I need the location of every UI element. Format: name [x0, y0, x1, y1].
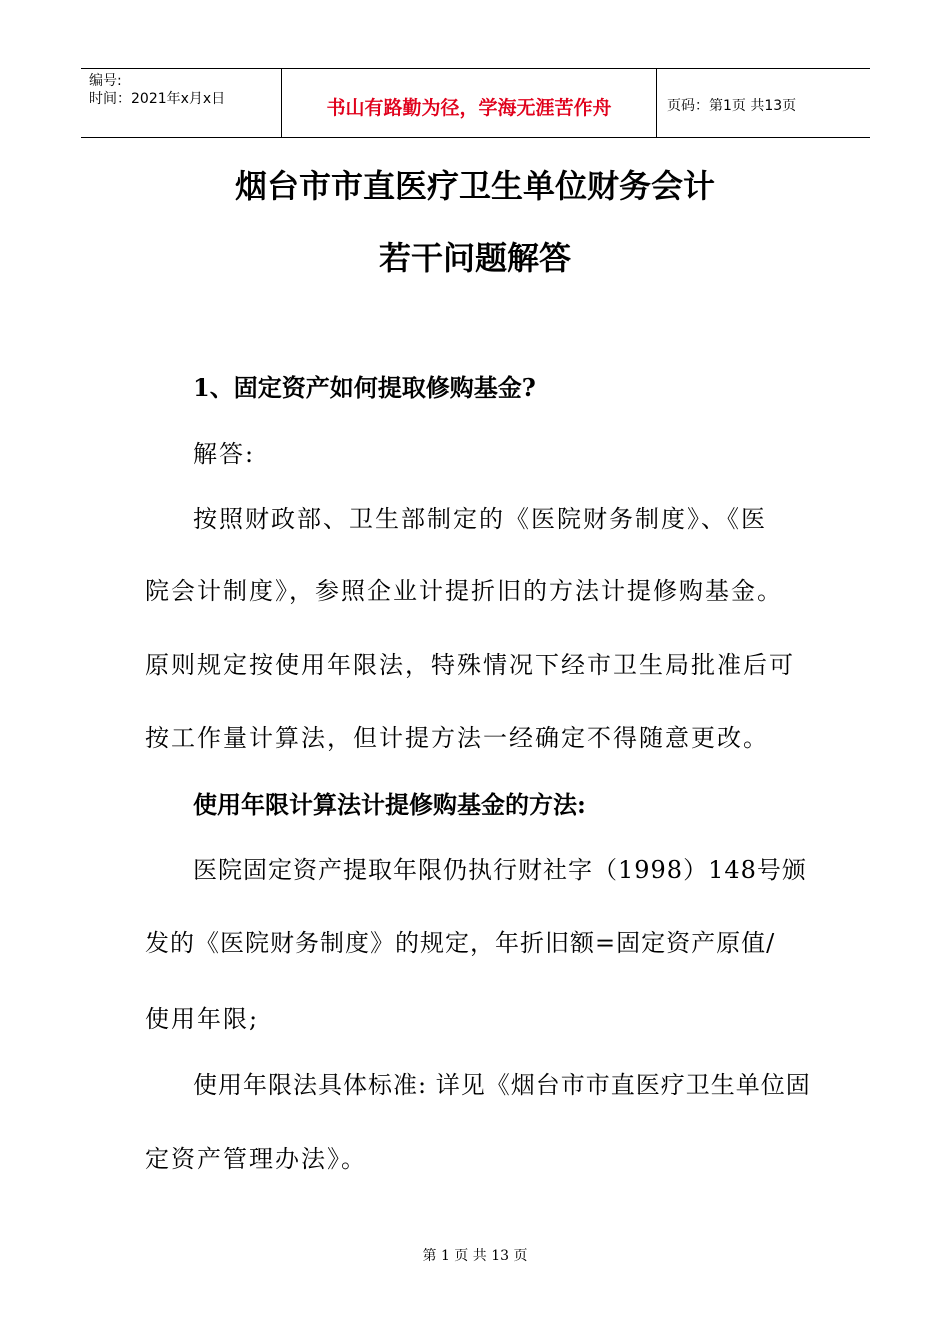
header-page-cell	[657, 69, 870, 137]
paragraph-line: 按工作量计算法，但计提方法一经确定不得随意更改。	[145, 724, 769, 752]
answer-label: 解答:	[193, 440, 256, 468]
paragraph-line: 医院固定资产提取年限仍执行财社字（1998）148号颁	[193, 856, 807, 884]
page-footer: 第 1 页 共 13 页	[422, 1248, 528, 1264]
header-page-info: 页码：第1页 共13页	[667, 98, 797, 114]
paragraph-line: 按照财政部、卫生部制定的《医院财务制度》、《医	[193, 505, 767, 533]
paragraph-line: 原则规定按使用年限法，特殊情况下经市卫生局批准后可	[145, 651, 795, 679]
document-number-label: 编号:	[89, 73, 122, 89]
paragraph-line: 定资产管理办法》。	[145, 1145, 367, 1173]
document-title-line1: 烟台市市直医疗卫生单位财务会计	[234, 167, 715, 205]
header-motto: 书山有路勤为径，学海无涯苦作舟	[326, 97, 612, 119]
question-heading: 1、固定资产如何提取修购基金?	[193, 373, 536, 402]
paragraph-line: 使用年限;	[145, 1005, 260, 1033]
paragraph-line: 发的《医院财务制度》的规定，年折旧额=固定资产原值/	[145, 929, 776, 957]
paragraph-line: 院会计制度》，参照企业计提折旧的方法计提修购基金。	[145, 577, 783, 605]
paragraph-line: 使用年限法具体标准: 详见《烟台市市直医疗卫生单位固	[193, 1071, 811, 1099]
header-motto-cell	[281, 69, 657, 137]
header-left-cell	[81, 69, 281, 137]
sub-heading: 使用年限计算法计提修购基金的方法:	[193, 790, 586, 819]
document-header	[81, 68, 870, 138]
document-date-label: 时间：2021年x月x日	[89, 91, 226, 107]
document-title-line2: 若干问题解答	[378, 239, 571, 277]
